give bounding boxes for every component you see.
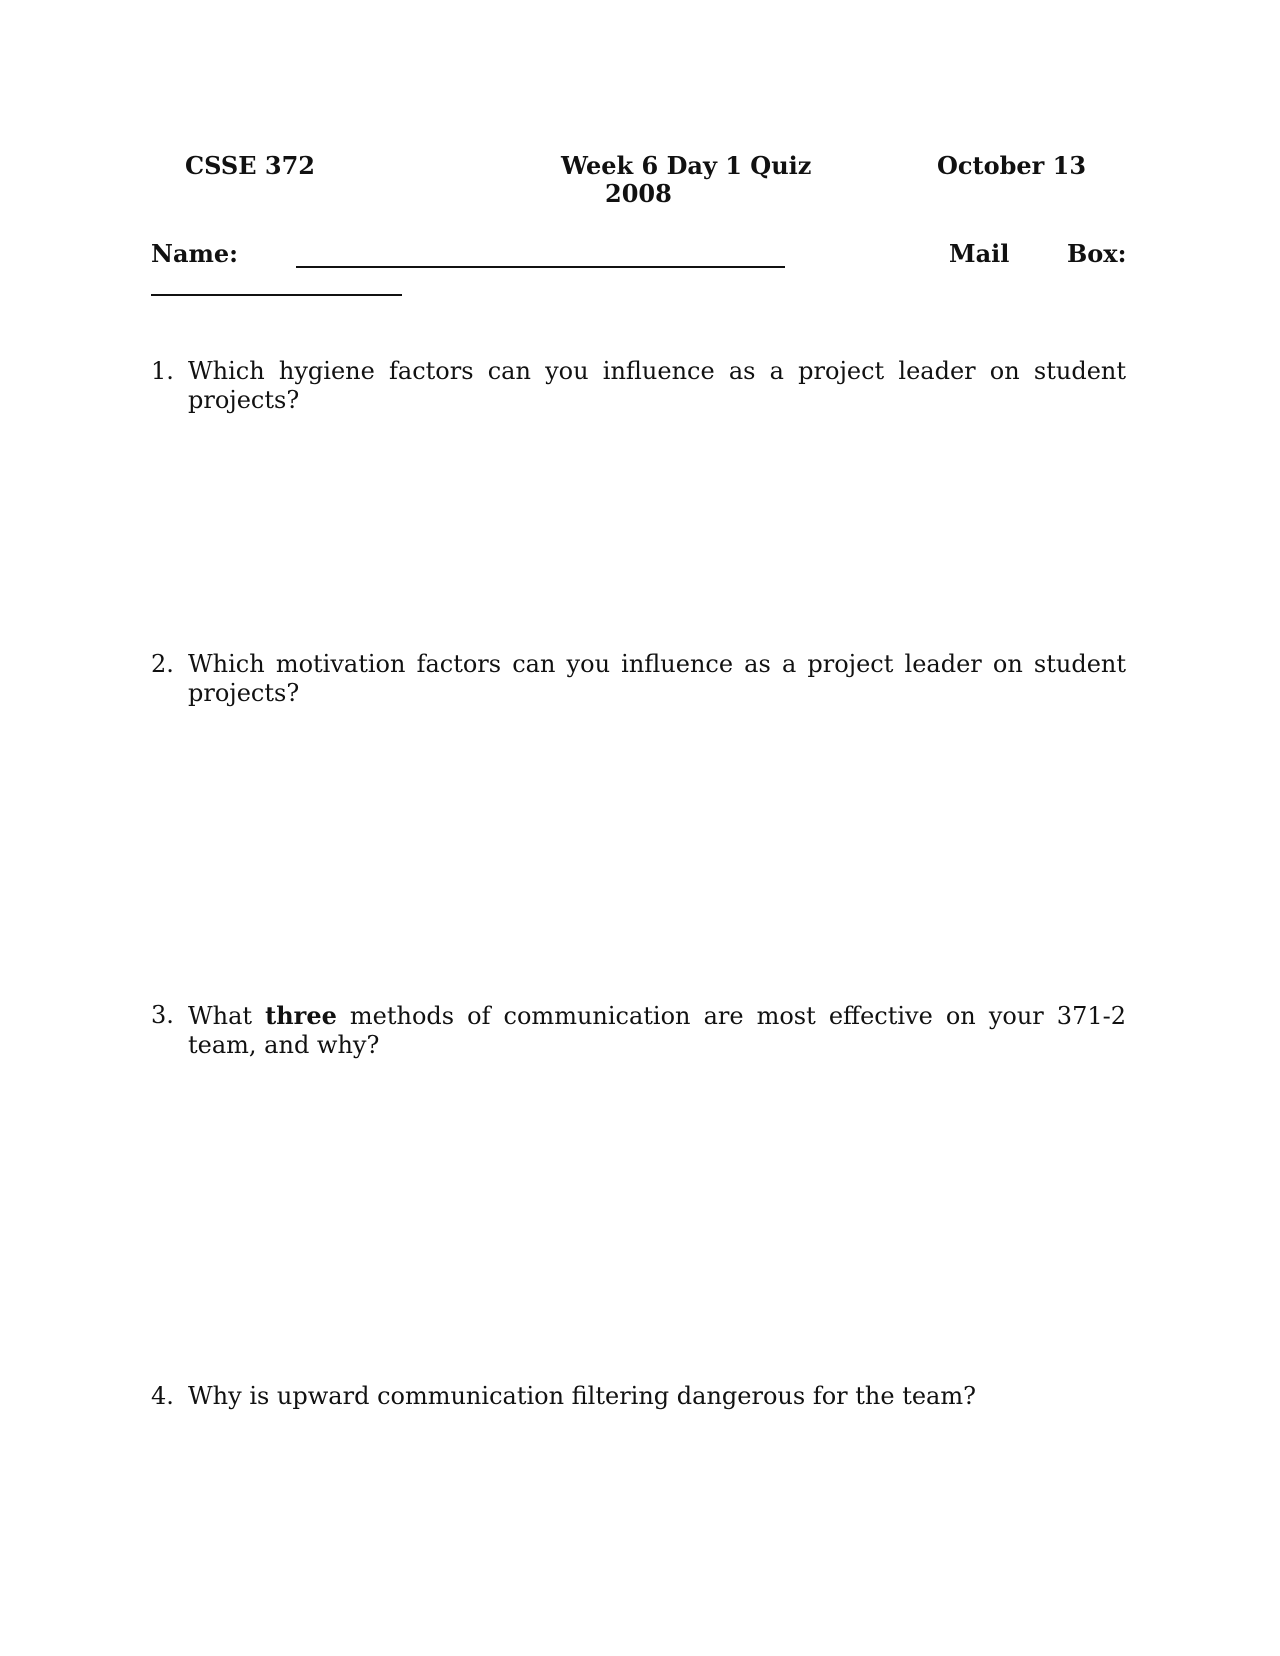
quiz-year: 2008 (605, 179, 672, 208)
quiz-title: Week 6 Day 1 Quiz (561, 151, 812, 180)
question-number: 4. (151, 1382, 174, 1410)
name-label: Name: (151, 239, 239, 268)
question-number: 3. (151, 1001, 174, 1029)
question-text: Which hygiene factors can you influence as a project leader on student projects? (188, 357, 1126, 414)
question-2 (151, 650, 1126, 708)
mailbox-answer-line[interactable] (151, 294, 402, 296)
question-text (188, 1001, 1126, 1060)
question-3 (151, 1001, 1126, 1060)
mail-label: Mail (949, 239, 1010, 268)
name-answer-line[interactable] (296, 266, 785, 268)
emphasis-three: three (265, 1001, 337, 1030)
question-4 (151, 1382, 1126, 1411)
question-text: Which motivation factors can you influence as a project leader on student projects? (188, 650, 1126, 707)
question-1 (151, 357, 1126, 415)
question-text: Why is upward communication filtering dangerous for the team? (188, 1382, 976, 1410)
course-code: CSSE 372 (185, 151, 315, 180)
box-label: Box: (1067, 239, 1127, 268)
question-text-part: methods of communication are most effective on your 371-2 team, and why? (188, 1002, 1126, 1059)
question-text-part: What (188, 1002, 266, 1030)
quiz-date: October 13 (937, 151, 1087, 180)
question-number: 1. (151, 357, 174, 385)
question-number: 2. (151, 650, 174, 678)
